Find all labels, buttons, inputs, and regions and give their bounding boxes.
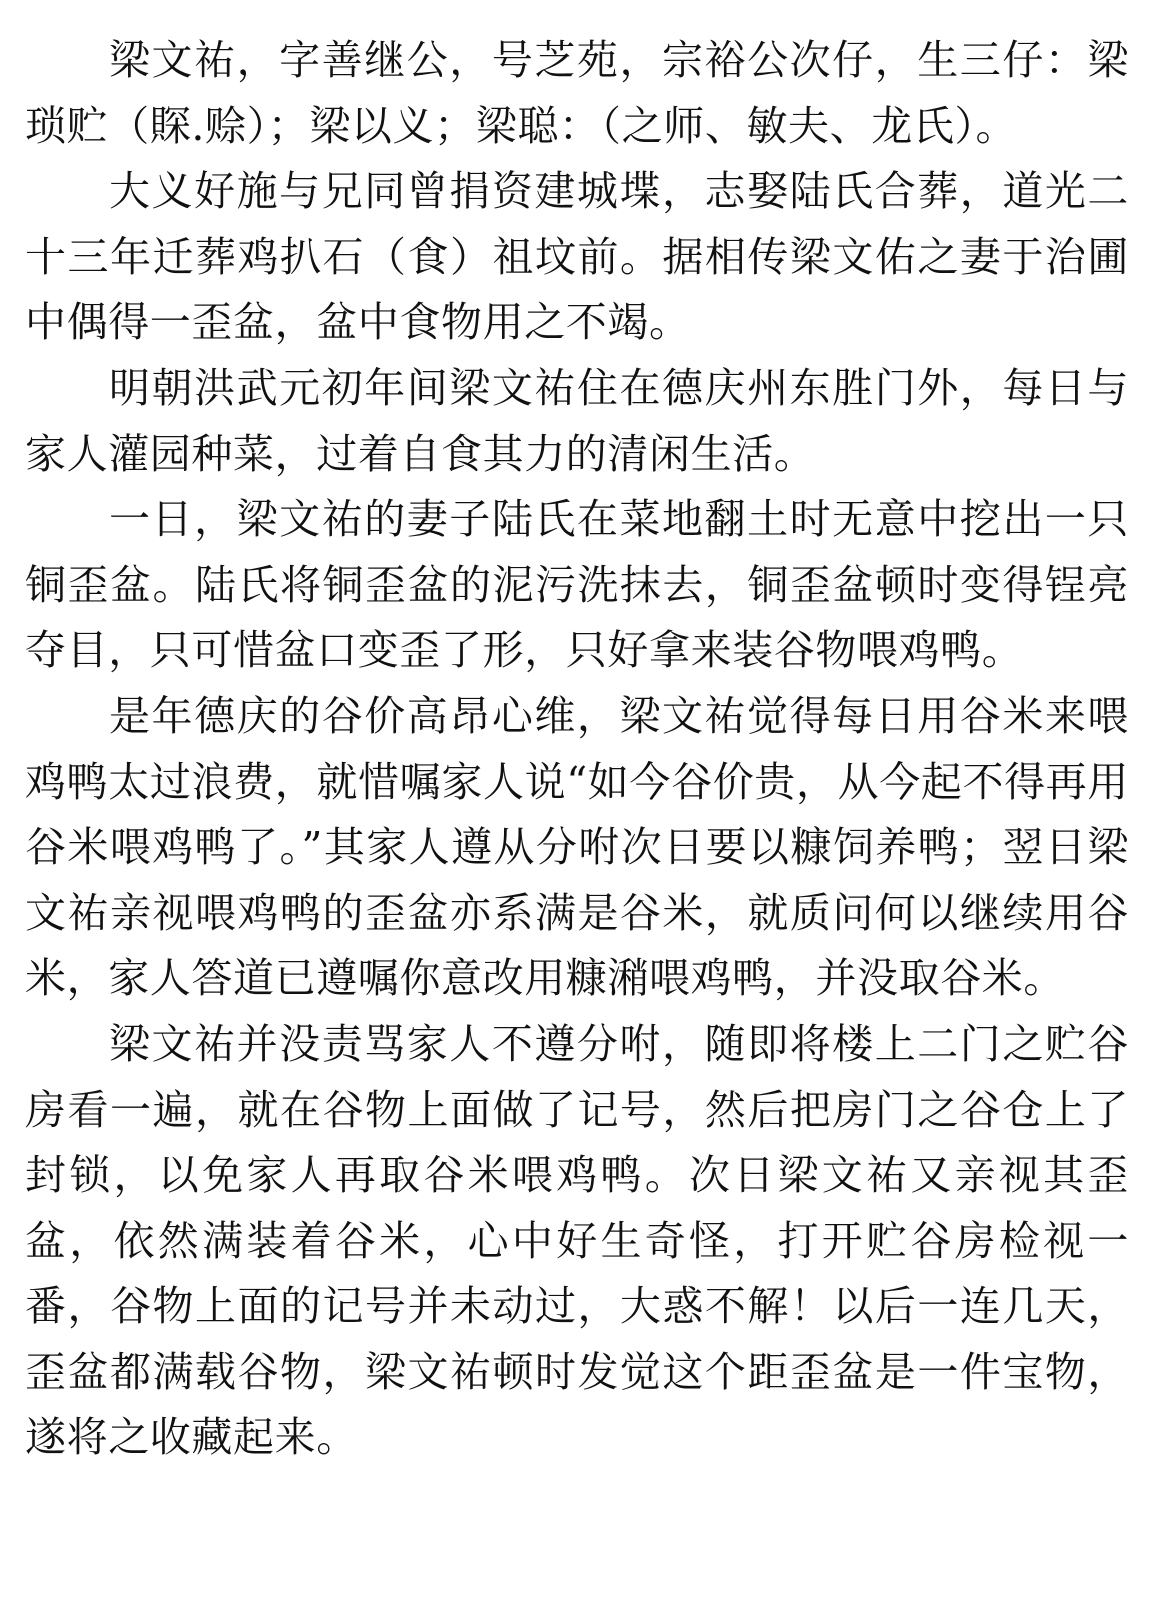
paragraph-5: 是年德庆的谷价高昂心维，梁文祐觉得每日用谷米来喂鸡鸭太过浪费，就惜嘱家人说“如今谷价贵，从今起不得再用谷米喂鸡鸭了。”其家人遵从分咐次日要以糠饲养鸭；翌日梁文祐亲视喂鸡鸭的歪盆亦系满是谷米，就质问何以继续用谷米，家人答道已遵嘱你意改用糠潲喂鸡鸭，并没取谷米。 <box>25 691 1129 1003</box>
paragraph-2: 大义好施与兄同曾捐资建城堞，志娶陆氏合葬，道光二十三年迁葬鸡扒石（食）祖坟前。据相传梁文佑之妻于治圃中偶得一歪盆，盆中食物用之不竭。 <box>25 167 1129 347</box>
paragraph-1: 梁文祐，字善继公，号芝苑，宗裕公次仔，生三仔：梁琐贮（賝.赊）；梁以义；梁聪：（之师、敏夫、龙氏）。 <box>25 36 1129 150</box>
paragraph-4: 一日，梁文祐的妻子陆氏在菜地翻土时无意中挖出一只铜歪盆。陆氏将铜歪盆的泥污洗抹去，铜歪盆顿时变得锃亮夺目，只可惜盆口变歪了形，只好拿来装谷物喂鸡鸭。 <box>25 495 1129 675</box>
paragraph-3: 明朝洪武元初年间梁文祐住在德庆州东胜门外，每日与家人灌园种菜，过着自食其力的清闲生活。 <box>25 363 1129 478</box>
paragraph-6: 梁文祐并没责骂家人不遵分咐，随即将楼上二门之贮谷房看一遍，就在谷物上面做了记号，然后把房门之谷仓上了封锁，以免家人再取谷米喂鸡鸭。次日梁文祐又亲视其歪盆，依然满装着谷米，心中好生奇怪，打开贮谷房检视一番，谷物上面的记号并未动过，大惑不解！以后一连几天，歪盆都满载谷物，梁文祐顿时发觉这个距歪盆是一件宝物，遂将之收藏起来。 <box>25 1019 1129 1462</box>
document-body <box>25 28 1129 1471</box>
